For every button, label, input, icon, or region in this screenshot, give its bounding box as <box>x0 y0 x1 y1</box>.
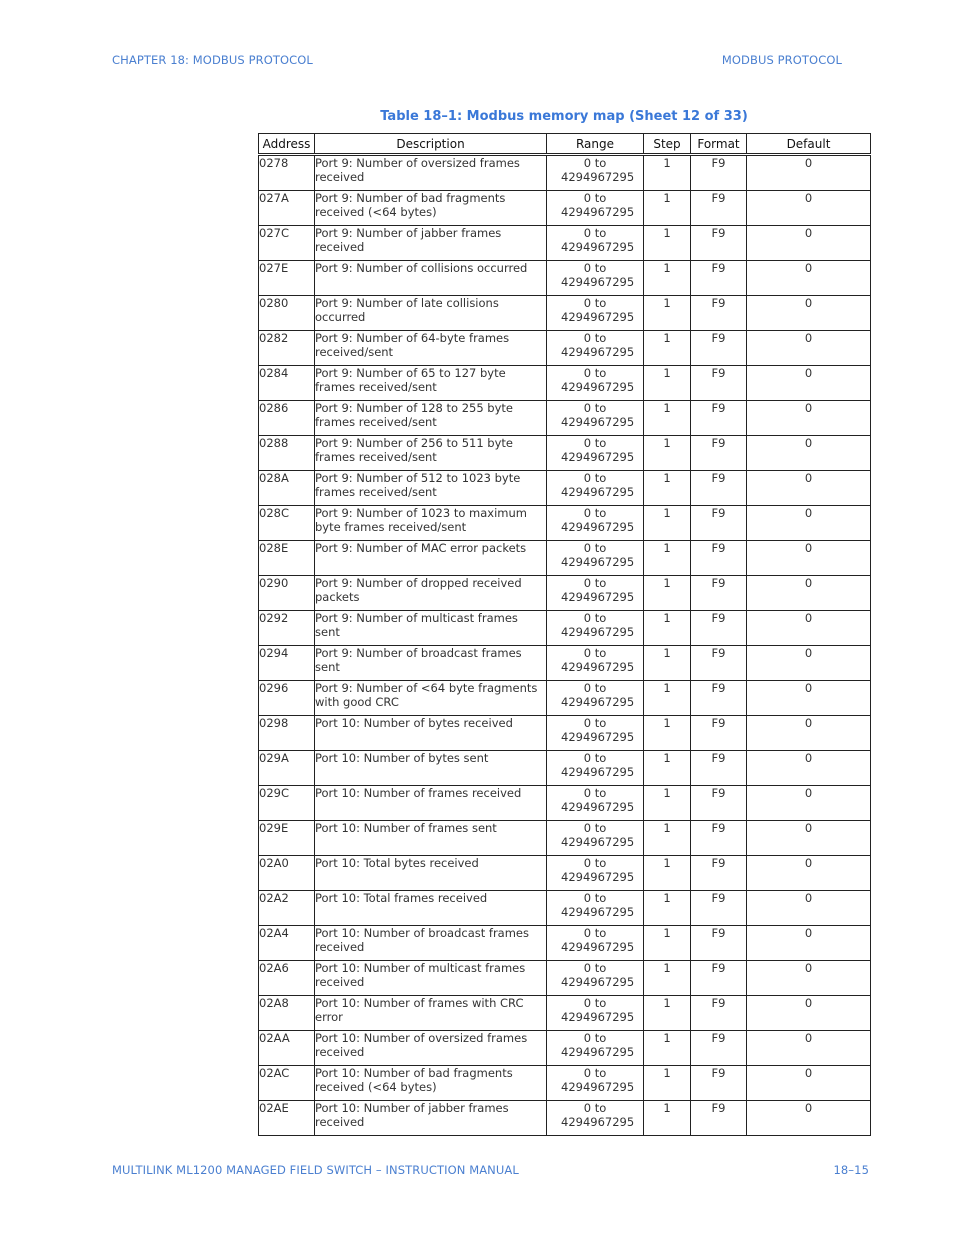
description-cell: Port 9: Number of 128 to 255 byte frames received/sent <box>315 401 547 436</box>
format-cell: F9 <box>691 191 747 226</box>
chapter-header: CHAPTER 18: MODBUS PROTOCOL <box>112 53 313 67</box>
format-cell: F9 <box>691 751 747 786</box>
column-header-step: Step <box>644 134 691 155</box>
range-cell: 0 to 4294967295 <box>547 261 644 296</box>
address-cell: 0298 <box>259 716 315 751</box>
address-cell: 0292 <box>259 611 315 646</box>
description-cell: Port 9: Number of <64 byte fragments with good CRC <box>315 681 547 716</box>
table-row <box>259 996 871 1031</box>
range-cell: 0 to 4294967295 <box>547 401 644 436</box>
column-header-default: Default <box>747 134 871 155</box>
description-cell: Port 9: Number of 1023 to maximum byte frames received/sent <box>315 506 547 541</box>
range-cell: 0 to 4294967295 <box>547 1101 644 1136</box>
default-cell: 0 <box>747 401 871 436</box>
step-cell: 1 <box>644 471 691 506</box>
format-cell: F9 <box>691 716 747 751</box>
description-cell: Port 10: Number of frames sent <box>315 821 547 856</box>
format-cell: F9 <box>691 786 747 821</box>
description-cell: Port 9: Number of bad fragments received (<64 bytes) <box>315 191 547 226</box>
table-row <box>259 296 871 331</box>
table-row <box>259 576 871 611</box>
address-cell: 0280 <box>259 296 315 331</box>
table-row <box>259 401 871 436</box>
default-cell: 0 <box>747 961 871 996</box>
address-cell: 02A4 <box>259 926 315 961</box>
table-row <box>259 226 871 261</box>
step-cell: 1 <box>644 716 691 751</box>
column-header-description: Description <box>315 134 547 155</box>
column-header-format: Format <box>691 134 747 155</box>
table-row <box>259 681 871 716</box>
address-cell: 028E <box>259 541 315 576</box>
step-cell: 1 <box>644 1031 691 1066</box>
page-number: 18–15 <box>833 1163 869 1177</box>
step-cell: 1 <box>644 751 691 786</box>
step-cell: 1 <box>644 856 691 891</box>
step-cell: 1 <box>644 576 691 611</box>
default-cell: 0 <box>747 261 871 296</box>
description-cell: Port 9: Number of oversized frames received <box>315 155 547 191</box>
step-cell: 1 <box>644 1066 691 1101</box>
range-cell: 0 to 4294967295 <box>547 716 644 751</box>
table-row <box>259 716 871 751</box>
address-cell: 029E <box>259 821 315 856</box>
description-cell: Port 10: Number of frames with CRC error <box>315 996 547 1031</box>
address-cell: 0286 <box>259 401 315 436</box>
range-cell: 0 to 4294967295 <box>547 996 644 1031</box>
description-cell: Port 9: Number of broadcast frames sent <box>315 646 547 681</box>
manual-title-footer: MULTILINK ML1200 MANAGED FIELD SWITCH – INSTRUCTION MANUAL <box>112 1163 519 1177</box>
table-row <box>259 366 871 401</box>
description-cell: Port 9: Number of jabber frames received <box>315 226 547 261</box>
table-row <box>259 506 871 541</box>
default-cell: 0 <box>747 296 871 331</box>
table-row <box>259 786 871 821</box>
address-cell: 02A6 <box>259 961 315 996</box>
step-cell: 1 <box>644 436 691 471</box>
default-cell: 0 <box>747 155 871 191</box>
description-cell: Port 10: Number of bytes received <box>315 716 547 751</box>
table-row <box>259 926 871 961</box>
description-cell: Port 9: Number of MAC error packets <box>315 541 547 576</box>
step-cell: 1 <box>644 296 691 331</box>
format-cell: F9 <box>691 996 747 1031</box>
format-cell: F9 <box>691 926 747 961</box>
default-cell: 0 <box>747 1031 871 1066</box>
address-cell: 02A8 <box>259 996 315 1031</box>
step-cell: 1 <box>644 646 691 681</box>
table-row <box>259 331 871 366</box>
address-cell: 027C <box>259 226 315 261</box>
range-cell: 0 to 4294967295 <box>547 786 644 821</box>
default-cell: 0 <box>747 191 871 226</box>
step-cell: 1 <box>644 155 691 191</box>
address-cell: 027A <box>259 191 315 226</box>
range-cell: 0 to 4294967295 <box>547 856 644 891</box>
address-cell: 0278 <box>259 155 315 191</box>
description-cell: Port 9: Number of collisions occurred <box>315 261 547 296</box>
table-row <box>259 436 871 471</box>
format-cell: F9 <box>691 541 747 576</box>
default-cell: 0 <box>747 611 871 646</box>
step-cell: 1 <box>644 191 691 226</box>
step-cell: 1 <box>644 611 691 646</box>
default-cell: 0 <box>747 366 871 401</box>
address-cell: 0282 <box>259 331 315 366</box>
range-cell: 0 to 4294967295 <box>547 1066 644 1101</box>
column-header-address: Address <box>259 134 315 155</box>
description-cell: Port 9: Number of late collisions occurred <box>315 296 547 331</box>
format-cell: F9 <box>691 646 747 681</box>
range-cell: 0 to 4294967295 <box>547 366 644 401</box>
description-cell: Port 10: Total bytes received <box>315 856 547 891</box>
description-cell: Port 9: Number of 64-byte frames received/sent <box>315 331 547 366</box>
description-cell: Port 10: Number of bytes sent <box>315 751 547 786</box>
address-cell: 02A2 <box>259 891 315 926</box>
range-cell: 0 to 4294967295 <box>547 576 644 611</box>
description-cell: Port 10: Number of multicast frames received <box>315 961 547 996</box>
format-cell: F9 <box>691 856 747 891</box>
address-cell: 0284 <box>259 366 315 401</box>
step-cell: 1 <box>644 821 691 856</box>
step-cell: 1 <box>644 541 691 576</box>
address-cell: 028A <box>259 471 315 506</box>
default-cell: 0 <box>747 856 871 891</box>
format-cell: F9 <box>691 1031 747 1066</box>
range-cell: 0 to 4294967295 <box>547 751 644 786</box>
format-cell: F9 <box>691 821 747 856</box>
table-row <box>259 1101 871 1136</box>
table-row <box>259 821 871 856</box>
format-cell: F9 <box>691 611 747 646</box>
step-cell: 1 <box>644 926 691 961</box>
description-cell: Port 10: Number of jabber frames received <box>315 1101 547 1136</box>
step-cell: 1 <box>644 961 691 996</box>
default-cell: 0 <box>747 926 871 961</box>
table-header-row <box>259 134 871 155</box>
description-cell: Port 9: Number of 65 to 127 byte frames received/sent <box>315 366 547 401</box>
range-cell: 0 to 4294967295 <box>547 541 644 576</box>
table-row <box>259 646 871 681</box>
description-cell: Port 9: Number of multicast frames sent <box>315 611 547 646</box>
format-cell: F9 <box>691 961 747 996</box>
step-cell: 1 <box>644 891 691 926</box>
table-row <box>259 611 871 646</box>
address-cell: 029C <box>259 786 315 821</box>
format-cell: F9 <box>691 891 747 926</box>
table-row <box>259 261 871 296</box>
default-cell: 0 <box>747 226 871 261</box>
address-cell: 02A0 <box>259 856 315 891</box>
default-cell: 0 <box>747 576 871 611</box>
format-cell: F9 <box>691 1066 747 1101</box>
table-row <box>259 1031 871 1066</box>
default-cell: 0 <box>747 471 871 506</box>
modbus-memory-map-table <box>258 133 871 1136</box>
address-cell: 0288 <box>259 436 315 471</box>
table-row <box>259 1066 871 1101</box>
range-cell: 0 to 4294967295 <box>547 191 644 226</box>
default-cell: 0 <box>747 821 871 856</box>
format-cell: F9 <box>691 296 747 331</box>
description-cell: Port 9: Number of 512 to 1023 byte frames received/sent <box>315 471 547 506</box>
table-row <box>259 155 871 191</box>
step-cell: 1 <box>644 996 691 1031</box>
address-cell: 02AA <box>259 1031 315 1066</box>
range-cell: 0 to 4294967295 <box>547 471 644 506</box>
range-cell: 0 to 4294967295 <box>547 646 644 681</box>
step-cell: 1 <box>644 331 691 366</box>
range-cell: 0 to 4294967295 <box>547 611 644 646</box>
range-cell: 0 to 4294967295 <box>547 331 644 366</box>
table-body <box>259 155 871 1136</box>
format-cell: F9 <box>691 1101 747 1136</box>
section-header: MODBUS PROTOCOL <box>721 53 842 67</box>
format-cell: F9 <box>691 226 747 261</box>
format-cell: F9 <box>691 436 747 471</box>
range-cell: 0 to 4294967295 <box>547 681 644 716</box>
address-cell: 02AC <box>259 1066 315 1101</box>
default-cell: 0 <box>747 506 871 541</box>
step-cell: 1 <box>644 226 691 261</box>
description-cell: Port 10: Number of broadcast frames received <box>315 926 547 961</box>
range-cell: 0 to 4294967295 <box>547 436 644 471</box>
table-row <box>259 191 871 226</box>
table-row <box>259 471 871 506</box>
range-cell: 0 to 4294967295 <box>547 296 644 331</box>
description-cell: Port 9: Number of dropped received packets <box>315 576 547 611</box>
format-cell: F9 <box>691 155 747 191</box>
description-cell: Port 9: Number of 256 to 511 byte frames received/sent <box>315 436 547 471</box>
format-cell: F9 <box>691 401 747 436</box>
table-row <box>259 751 871 786</box>
format-cell: F9 <box>691 366 747 401</box>
default-cell: 0 <box>747 646 871 681</box>
range-cell: 0 to 4294967295 <box>547 821 644 856</box>
description-cell: Port 10: Number of frames received <box>315 786 547 821</box>
address-cell: 029A <box>259 751 315 786</box>
default-cell: 0 <box>747 786 871 821</box>
range-cell: 0 to 4294967295 <box>547 926 644 961</box>
table-row <box>259 961 871 996</box>
address-cell: 02AE <box>259 1101 315 1136</box>
description-cell: Port 10: Number of bad fragments received (<64 bytes) <box>315 1066 547 1101</box>
default-cell: 0 <box>747 996 871 1031</box>
format-cell: F9 <box>691 576 747 611</box>
range-cell: 0 to 4294967295 <box>547 506 644 541</box>
address-cell: 027E <box>259 261 315 296</box>
default-cell: 0 <box>747 681 871 716</box>
step-cell: 1 <box>644 681 691 716</box>
format-cell: F9 <box>691 331 747 366</box>
default-cell: 0 <box>747 891 871 926</box>
address-cell: 0290 <box>259 576 315 611</box>
range-cell: 0 to 4294967295 <box>547 1031 644 1066</box>
range-cell: 0 to 4294967295 <box>547 226 644 261</box>
default-cell: 0 <box>747 716 871 751</box>
range-cell: 0 to 4294967295 <box>547 891 644 926</box>
address-cell: 0294 <box>259 646 315 681</box>
default-cell: 0 <box>747 331 871 366</box>
step-cell: 1 <box>644 261 691 296</box>
table-row <box>259 891 871 926</box>
table-caption: Table 18–1: Modbus memory map (Sheet 12 of 33) <box>380 109 748 124</box>
address-cell: 0296 <box>259 681 315 716</box>
step-cell: 1 <box>644 401 691 436</box>
default-cell: 0 <box>747 436 871 471</box>
default-cell: 0 <box>747 541 871 576</box>
table-row <box>259 541 871 576</box>
table-row <box>259 856 871 891</box>
step-cell: 1 <box>644 786 691 821</box>
default-cell: 0 <box>747 751 871 786</box>
step-cell: 1 <box>644 1101 691 1136</box>
address-cell: 028C <box>259 506 315 541</box>
description-cell: Port 10: Total frames received <box>315 891 547 926</box>
description-cell: Port 10: Number of oversized frames received <box>315 1031 547 1066</box>
step-cell: 1 <box>644 366 691 401</box>
default-cell: 0 <box>747 1066 871 1101</box>
column-header-range: Range <box>547 134 644 155</box>
default-cell: 0 <box>747 1101 871 1136</box>
format-cell: F9 <box>691 506 747 541</box>
format-cell: F9 <box>691 471 747 506</box>
step-cell: 1 <box>644 506 691 541</box>
format-cell: F9 <box>691 681 747 716</box>
range-cell: 0 to 4294967295 <box>547 155 644 191</box>
range-cell: 0 to 4294967295 <box>547 961 644 996</box>
format-cell: F9 <box>691 261 747 296</box>
